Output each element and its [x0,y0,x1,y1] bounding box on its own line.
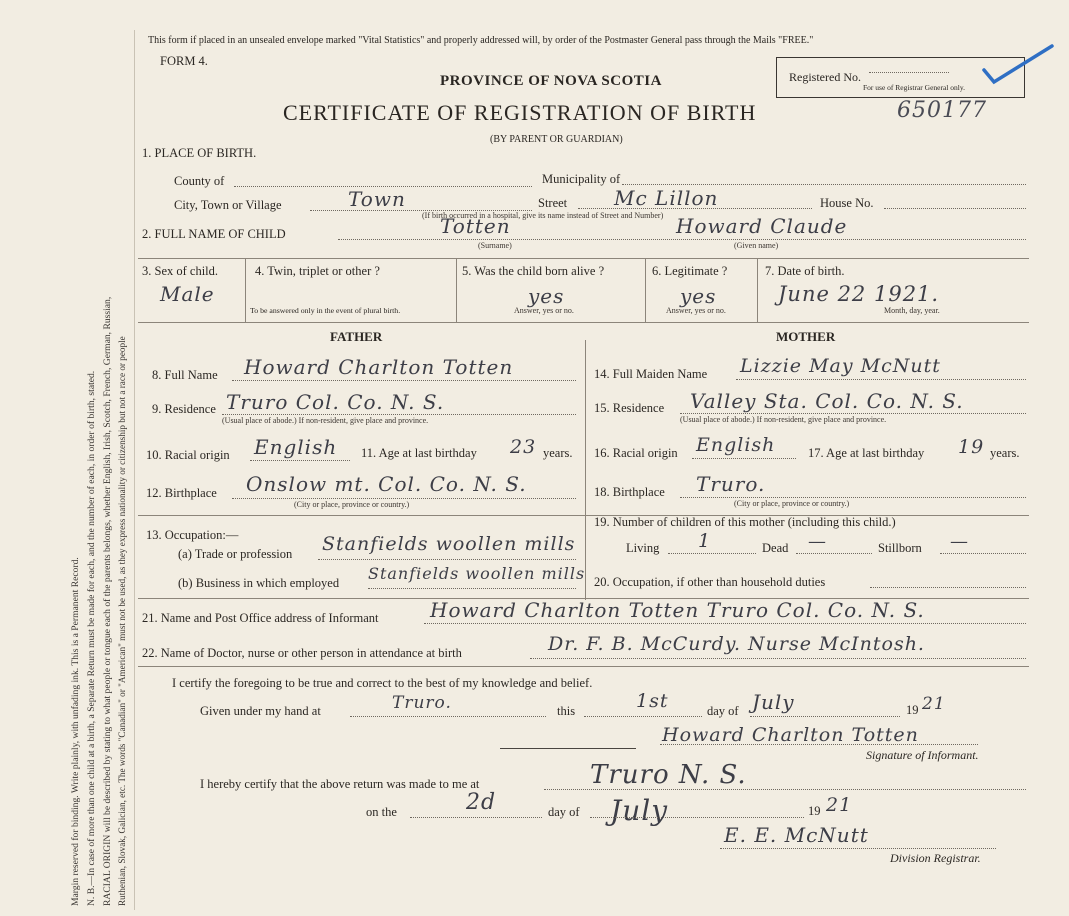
given-place-line [350,716,546,717]
mother-occupation-label: 20. Occupation, if other than household duties [594,575,826,589]
informant-signature-line [660,744,978,745]
row3-divider-3 [645,258,646,322]
living-line [668,553,756,554]
given-day-line [584,716,702,717]
informant-label: 21. Name and Post Office address of Informant [142,611,379,625]
surname-caption: (Surname) [478,241,512,250]
informant-line [424,623,1026,624]
given-month-line [750,716,900,717]
informant-signature-caption: Signature of Informant. [866,748,979,762]
alive-label: 5. Was the child born alive ? [462,264,605,278]
legitimate-value: yes [680,284,717,308]
mother-birthplace-value: Truro. [696,472,766,496]
registrar-day-line [410,817,542,818]
mother-name-line [736,379,1026,380]
given-day: 1st [636,690,669,712]
given-year-prefix: 19 [906,703,919,717]
row3-divider-1 [245,258,246,322]
doctor-line [530,658,1026,659]
city-label: City, Town or Village [174,198,282,212]
form-number: FORM 4. [160,54,208,68]
mother-age-years: years. [990,446,1020,460]
father-age-value: 23 [510,436,537,458]
mother-occupation-line [870,587,1026,588]
birth-date-label: 7. Date of birth. [765,264,845,278]
row3-divider-2 [456,258,457,322]
given-year: 21 [922,694,946,714]
dead-line [796,553,872,554]
hospital-note: (If birth occurred in a hospital, give its name instead of Street and Number) [422,211,664,220]
mother-name-value: Lizzie May McNutt [740,355,941,377]
parents-divider [585,340,586,600]
birth-date-value: June 22 1921. [778,282,940,306]
father-name-line [232,380,576,381]
child-name-line [338,239,1026,240]
registrar-general-note: For use of Registrar General only. [863,83,965,92]
father-heading: FATHER [330,329,383,344]
living-value: 1 [698,530,712,552]
informant-signature: Howard Charlton Totten [662,724,919,746]
registrar-month: July [610,794,669,827]
father-residence-label: 9. Residence [152,402,216,416]
province-heading: PROVINCE OF NOVA SCOTIA [440,73,662,89]
mother-age-label: 17. Age at last birthday [808,446,925,460]
binding-margin-line [134,30,135,910]
row3-divider-4 [757,258,758,322]
mother-residence-note: (Usual place of abode.) If non-resident, give place and province. [680,415,887,424]
row3-bottom-rule [138,322,1029,323]
division-registrar-caption: Division Registrar. [890,851,981,865]
business-line [368,588,576,589]
doctor-label: 22. Name of Doctor, nurse or other person in attendance at birth [142,646,462,660]
father-residence-note: (Usual place of abode.) If non-resident, give place and province. [222,416,429,425]
given-under-label: Given under my hand at [200,704,321,718]
informant-value: Howard Charlton Totten Truro Col. Co. N. S. [430,598,925,622]
registrar-year: 21 [826,794,853,816]
mother-birthplace-label: 18. Birthplace [594,485,665,499]
child-name-label: 2. FULL NAME OF CHILD [142,227,286,241]
trade-line [318,559,576,560]
registrar-day-of-label: day of [548,805,580,819]
registered-number-line [869,72,949,73]
given-place: Truro. [392,693,452,713]
father-residence-value: Truro Col. Co. N. S. [226,390,445,414]
registered-label: Registered No. [789,70,861,84]
row3-top-rule [138,258,1029,259]
mother-racial-line [692,458,796,459]
child-given-name: Howard Claude [676,214,848,238]
registrar-signature-line [720,848,996,849]
stillborn-value: — [950,531,969,552]
registrar-statement: I hereby certify that the above return was made to me at [200,777,480,791]
registrar-signature: E. E. McNutt [724,823,869,847]
on-the-label: on the [366,805,397,819]
mother-residence-label: 15. Residence [594,401,665,415]
mother-residence-value: Valley Sta. Col. Co. N. S. [690,389,964,413]
check-mark-icon [980,42,1060,92]
alive-note: Answer, yes or no. [514,306,574,315]
father-birthplace-value: Onslow mt. Col. Co. N. S. [246,472,527,496]
city-value: Town [348,187,406,211]
father-residence-line [222,414,576,415]
margin-note-1: Margin reserved for binding. Write plainly, with unfading ink. This is a Permanent Record. [70,557,81,906]
mother-racial-value: English [696,434,776,456]
margin-note-2: N. B.—In case of more than one child at a birth, a Separate Return must be made for each, and the number of each, in order of birth, stated. [86,370,97,906]
mother-heading: MOTHER [776,329,836,344]
child-surname: Totten [440,214,511,238]
alive-value: yes [528,284,565,308]
stillborn-line [940,553,1026,554]
given-month: July [752,690,795,714]
sex-label: 3. Sex of child. [142,264,219,278]
registrar-month-line [590,817,804,818]
father-racial-line [250,460,350,461]
street-value: Mc Lillon [614,186,719,210]
county-label: County of [174,174,225,188]
registrar-year-prefix: 19 [808,804,821,818]
father-name-value: Howard Charlton Totten [244,355,514,379]
business-value: Stanfields woollen mills [368,564,586,583]
mother-name-label: 14. Full Maiden Name [594,367,708,381]
legitimate-label: 6. Legitimate ? [652,264,728,278]
margin-note-4: Ruthenian, Slovak, Galician, etc. The words "Canadian" or "American" must not be used, as they express nationality or citizenship but not a race or people [117,336,127,906]
municipality-label: Municipality of [542,172,621,186]
trade-value: Stanfields woollen mills [322,533,576,555]
father-birthplace-line [232,498,576,499]
postal-note: This form if placed in an unsealed envelope marked "Vital Statistics" and properly addressed will, by order of the Postmaster General pass through the Mails "FREE." [148,35,814,46]
trade-label: (a) Trade or profession [178,547,293,561]
certificate-title: CERTIFICATE OF REGISTRATION OF BIRTH [283,100,757,125]
father-age-years: years. [543,446,573,460]
certify-statement: I certify the foregoing to be true and correct to the best of my knowledge and belief. [172,676,593,690]
street-label: Street [538,196,568,210]
father-occupation-label: 13. Occupation:— [146,528,239,542]
margin-note-3: RACIAL ORIGIN will be described by stating to what people or tongue each of the parents belongs, whether English, Irish, Scotch, French, German, Russian, [102,296,113,906]
father-birthplace-note: (City or place, province or country.) [294,500,410,509]
doctor-value: Dr. F. B. McCurdy. Nurse McIntosh. [548,633,925,655]
certificate-subtitle: (BY PARENT OR GUARDIAN) [490,134,623,145]
father-name-label: 8. Full Name [152,368,218,382]
registrar-place: Truro N. S. [590,760,747,790]
registrar-place-line [544,789,1026,790]
certificate-number: 650177 [897,98,987,123]
birth-date-note: Month, day, year. [884,306,940,315]
mother-birthplace-note: (City or place, province or country.) [734,499,850,508]
dead-label: Dead [762,541,789,555]
twin-label: 4. Twin, triplet or other ? [255,264,380,278]
father-racial-value: English [254,435,338,459]
stillborn-label: Stillborn [878,541,922,555]
place-of-birth-label: 1. PLACE OF BIRTH. [142,146,257,160]
business-label: (b) Business in which employed [178,576,340,590]
house-label: House No. [820,196,874,210]
twin-note: To be answered only in the event of plural birth. [250,306,401,315]
father-age-label: 11. Age at last birthday [361,446,477,460]
this-label: this [557,704,576,718]
given-name-caption: (Given name) [734,241,779,250]
municipality-line [622,184,1026,185]
given-day-of-label: day of [707,704,739,718]
certify-top-rule [138,666,1029,667]
street-line [578,208,812,209]
sex-value: Male [160,282,215,306]
mother-residence-line [680,413,1026,414]
dead-value: — [808,531,827,552]
signature-short-rule [500,748,636,749]
mother-racial-label: 16. Racial origin [594,446,678,460]
children-count-label: 19. Number of children of this mother (including this child.) [594,515,896,529]
mother-birthplace-line [680,497,1026,498]
legitimate-note: Answer, yes or no. [666,306,726,315]
house-line [884,208,1026,209]
father-birthplace-label: 12. Birthplace [146,486,217,500]
mother-age-value: 19 [958,436,985,458]
father-racial-label: 10. Racial origin [146,448,230,462]
living-label: Living [626,541,660,555]
registrar-day: 2d [466,790,497,815]
